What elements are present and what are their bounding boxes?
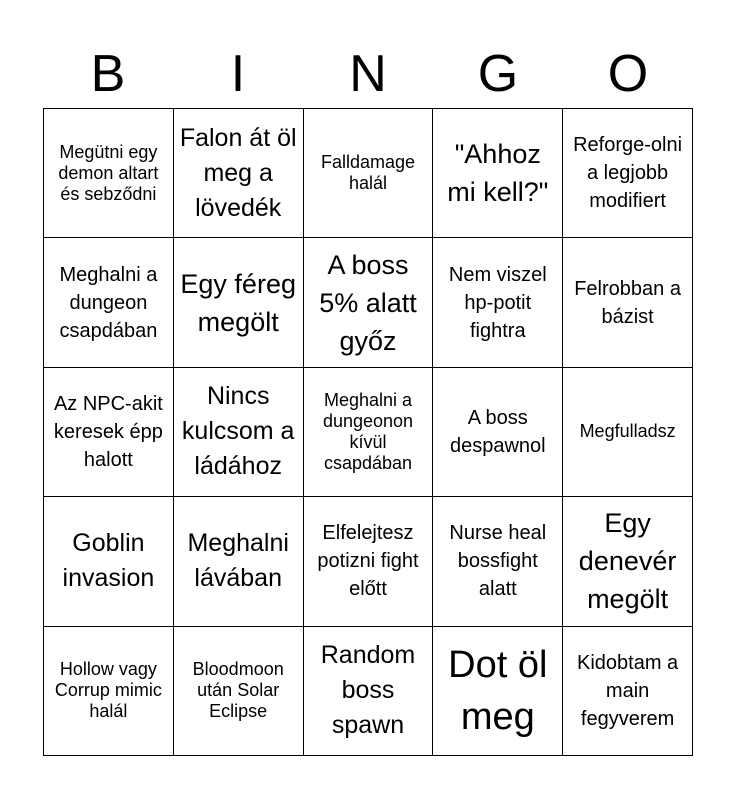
bingo-cell[interactable] xyxy=(174,627,304,756)
cell-text: Egy féreg megölt xyxy=(180,268,296,337)
cell-text: Reforge-olni a legjobb modifiert xyxy=(573,134,683,213)
bingo-header xyxy=(43,44,693,104)
cell-text: Egy denevér megölt xyxy=(578,508,677,615)
bingo-cell[interactable] xyxy=(563,627,693,756)
cell-text: Meghalni lávában xyxy=(187,529,289,593)
bingo-cell[interactable] xyxy=(304,109,434,238)
cell-text: Falon át öl meg a lövedék xyxy=(179,123,297,222)
bingo-cell[interactable] xyxy=(44,368,174,497)
bingo-cell[interactable] xyxy=(304,368,434,497)
cell-text: Elfelejtesz potizni fight előtt xyxy=(317,522,419,601)
cell-text: Megütni egy demon altart és sebződni xyxy=(58,141,159,204)
cell-text: Nem viszel hp-potit fightra xyxy=(448,263,547,342)
bingo-cell[interactable] xyxy=(304,627,434,756)
cell-text: Nincs kulcsom a ládához xyxy=(181,382,295,481)
bingo-cell[interactable] xyxy=(304,497,434,626)
cell-text: Hollow vagy Corrup mimic halál xyxy=(54,659,162,722)
cell-text: Nurse heal bossfight alatt xyxy=(449,522,547,601)
cell-text: Random boss spawn xyxy=(320,641,416,740)
cell-text: "Ahhoz mi kell?" xyxy=(447,139,549,208)
bingo-cell[interactable] xyxy=(563,238,693,367)
header-letter-g: G xyxy=(477,45,519,103)
bingo-cell[interactable] xyxy=(433,627,563,756)
bingo-cell[interactable] xyxy=(174,238,304,367)
cell-text: Bloodmoon után Solar Eclipse xyxy=(192,659,284,722)
bingo-cell[interactable] xyxy=(433,238,563,367)
bingo-cell[interactable] xyxy=(433,368,563,497)
bingo-cell[interactable] xyxy=(174,497,304,626)
cell-text: Az NPC-akit keresek épp halott xyxy=(53,392,163,471)
cell-text: Dot öl meg xyxy=(448,643,548,738)
header-letter-o: O xyxy=(607,45,649,103)
cell-text: Goblin invasion xyxy=(62,529,155,593)
header-letter-b: B xyxy=(90,45,126,103)
header-letter-i: I xyxy=(230,45,246,103)
cell-text: Meghalni a dungeon csapdában xyxy=(59,263,158,342)
cell-text: Felrobban a bázist xyxy=(574,277,681,328)
header-letter-n: N xyxy=(349,45,387,103)
bingo-cell[interactable] xyxy=(44,238,174,367)
bingo-cell[interactable] xyxy=(433,109,563,238)
bingo-cell[interactable] xyxy=(304,238,434,367)
bingo-cell[interactable] xyxy=(563,497,693,626)
bingo-cell[interactable] xyxy=(44,109,174,238)
bingo-cell[interactable] xyxy=(433,497,563,626)
bingo-cell[interactable] xyxy=(174,368,304,497)
bingo-cell[interactable] xyxy=(44,497,174,626)
cell-text: Falldamage halál xyxy=(320,152,416,194)
cell-text: A boss despawnol xyxy=(449,406,546,457)
bingo-cell[interactable] xyxy=(174,109,304,238)
cell-text: Meghalni a dungeonon kívül csapdában xyxy=(322,389,414,473)
bingo-cell[interactable] xyxy=(44,627,174,756)
bingo-grid xyxy=(43,108,693,756)
cell-text: Megfulladsz xyxy=(579,421,676,442)
cell-text: A boss 5% alatt győz xyxy=(319,249,417,356)
cell-text: Kidobtam a main fegyverem xyxy=(577,651,679,730)
bingo-cell[interactable] xyxy=(563,368,693,497)
bingo-cell[interactable] xyxy=(563,109,693,238)
